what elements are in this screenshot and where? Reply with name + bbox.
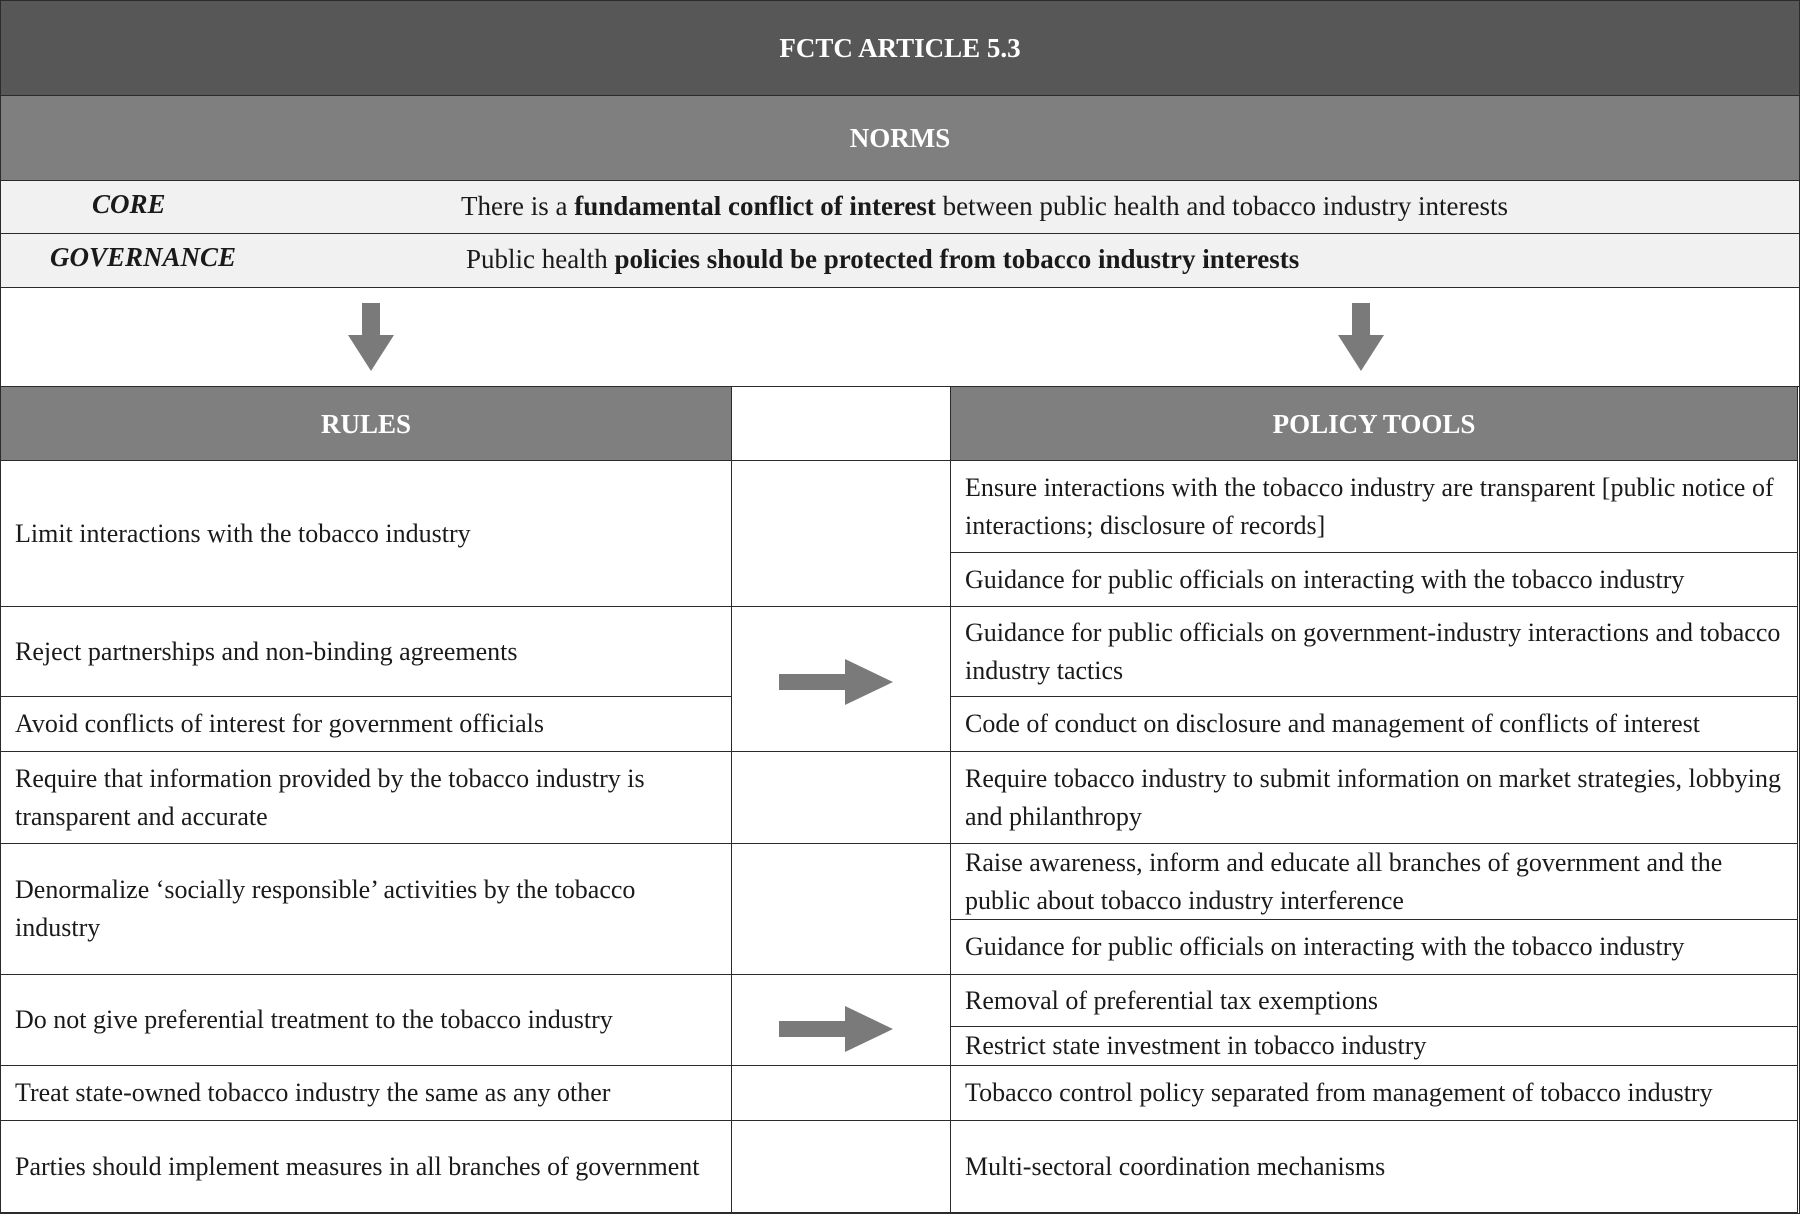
policy-tool-cell: Guidance for public officials on government-industry interactions and tobacco industry tactics bbox=[951, 607, 1798, 697]
middle-cell bbox=[732, 461, 951, 607]
norms-heading: NORMS bbox=[1, 96, 1799, 181]
policy-tool-cell: Restrict state investment in tobacco industry bbox=[951, 1027, 1798, 1066]
policy-tools-header: POLICY TOOLS bbox=[951, 387, 1798, 461]
middle-cell bbox=[732, 844, 951, 975]
policy-tool-cell: Tobacco control policy separated from management of tobacco industry bbox=[951, 1066, 1798, 1121]
rule-cell: Do not give preferential treatment to the tobacco industry bbox=[1, 975, 732, 1066]
policy-tool-cell: Raise awareness, inform and educate all branches of government and the public about tobacco industry interference bbox=[951, 844, 1798, 920]
right-arrow-upper-icon bbox=[779, 659, 893, 705]
policy-tool-cell: Removal of preferential tax exemptions bbox=[951, 975, 1798, 1027]
norm-governance-label: GOVERNANCE bbox=[50, 242, 237, 272]
policy-tool-cell: Code of conduct on disclosure and management of conflicts of interest bbox=[951, 697, 1798, 752]
right-arrow-lower-icon bbox=[779, 1006, 893, 1052]
rule-cell: Parties should implement measures in all branches of government bbox=[1, 1121, 732, 1213]
diagram-title: FCTC ARTICLE 5.3 bbox=[1, 1, 1799, 96]
policy-tool-cell: Guidance for public officials on interacting with the tobacco industry bbox=[951, 553, 1798, 607]
rule-cell: Reject partnerships and non-binding agreements bbox=[1, 607, 732, 697]
rule-cell: Treat state-owned tobacco industry the same as any other bbox=[1, 1066, 732, 1121]
header-spacer bbox=[732, 387, 951, 461]
rule-cell: Avoid conflicts of interest for government officials bbox=[1, 697, 732, 752]
norm-core-row bbox=[1, 181, 1799, 234]
middle-cell bbox=[732, 1066, 951, 1121]
policy-tool-cell: Require tobacco industry to submit information on market strategies, lobbying and philanthropy bbox=[951, 752, 1798, 844]
norm-core-label: CORE bbox=[92, 189, 166, 219]
middle-cell bbox=[732, 752, 951, 844]
policy-tool-cell: Guidance for public officials on interacting with the tobacco industry bbox=[951, 920, 1798, 975]
rules-header: RULES bbox=[1, 387, 732, 461]
down-arrow-right-icon bbox=[1338, 303, 1384, 371]
norm-core-text: There is a fundamental conflict of interest between public health and tobacco industry interests bbox=[461, 191, 1508, 221]
norm-governance-row bbox=[1, 234, 1799, 288]
middle-cell bbox=[732, 1121, 951, 1213]
policy-tool-cell: Ensure interactions with the tobacco industry are transparent [public notice of interactions; disclosure of records] bbox=[951, 461, 1798, 553]
rule-cell: Limit interactions with the tobacco industry bbox=[1, 461, 732, 607]
down-arrow-left-icon bbox=[348, 303, 394, 371]
norm-governance-text: Public health policies should be protected from tobacco industry interests bbox=[466, 244, 1300, 274]
policy-tool-cell: Multi-sectoral coordination mechanisms bbox=[951, 1121, 1798, 1213]
rule-cell: Denormalize ‘socially responsible’ activities by the tobacco industry bbox=[1, 844, 732, 975]
rule-cell: Require that information provided by the tobacco industry is transparent and accurate bbox=[1, 752, 732, 844]
